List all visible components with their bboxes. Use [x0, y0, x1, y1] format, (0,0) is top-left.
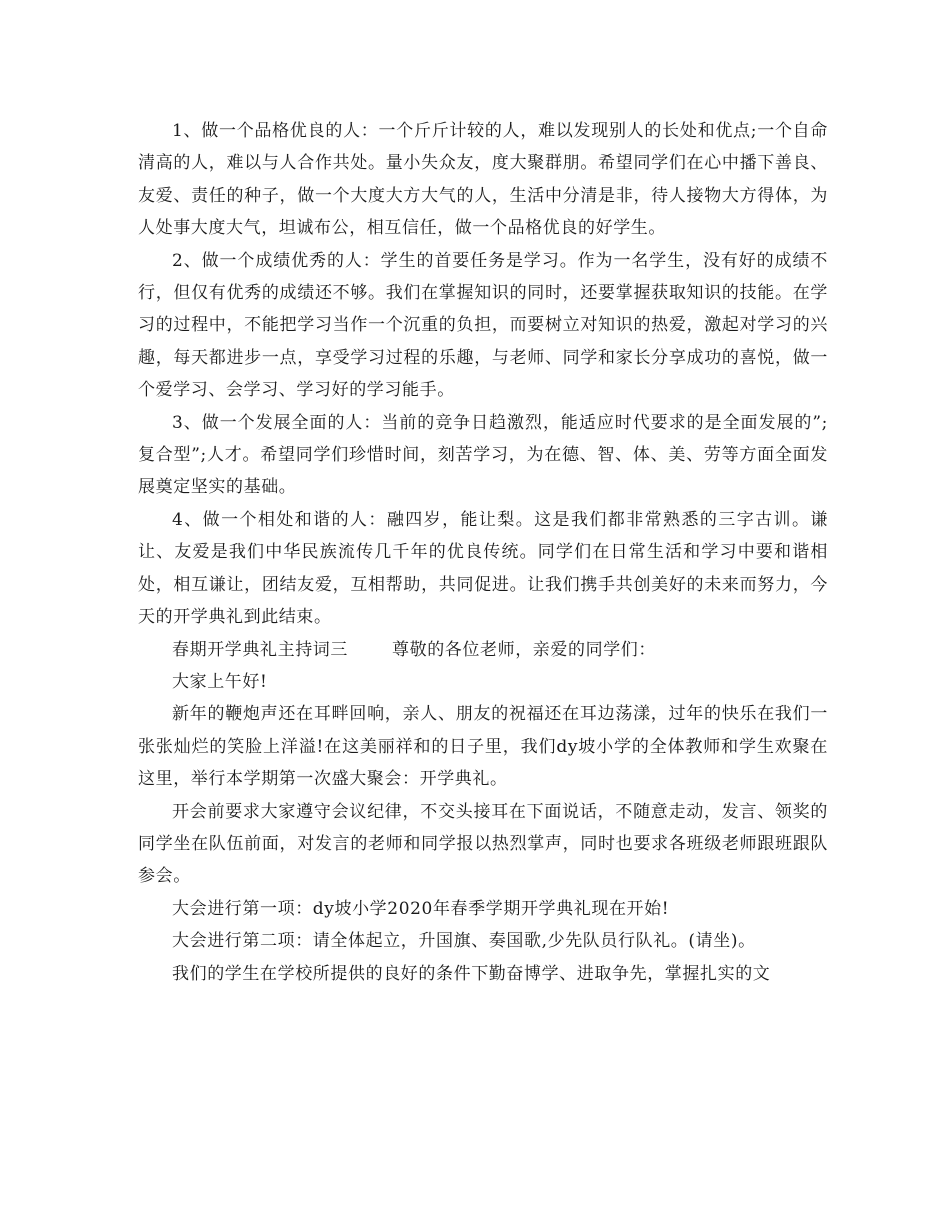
paragraph-10: 大会进行第二项：请全体起立，升国旗、奏国歌,少先队员行队礼。(请坐)。 — [172, 931, 756, 952]
greeting: 尊敬的各位老师，亲爱的同学们： — [392, 639, 656, 660]
paragraph-1: 1、做一个品格优良的人：一个斤斤计较的人，难以发现别人的长处和优点;一个自命清高的人，难以与人合作共处。量小失众友，度大聚群朋。希望同学们在心中播下善良、友爱、责任的种子，做一个大度大方大气的人，生活中分清是非，待人接物大方得体，为人处事大度大气，坦诚布公，相互信任，做一个品格优良的好学生。 — [138, 121, 828, 239]
paragraph-5 — [138, 634, 828, 666]
paragraph-8: 开会前要求大家遵守会议纪律，不交头接耳在下面说话，不随意走动，发言、领奖的同学坐在队伍前面，对发言的老师和同学报以热烈掌声，同时也要求各班级老师跟班跟队参会。 — [138, 801, 828, 887]
paragraph-3: 3、做一个发展全面的人：当前的竞争日趋激烈，能适应时代要求的是全面发展的”;复合型”;人才。希望同学们珍惜时间，刻苦学习，为在德、智、体、美、劳等方面全面发展奠定坚实的基础。 — [138, 412, 828, 498]
paragraph-4: 4、做一个相处和谐的人：融四岁，能让梨。这是我们都非常熟悉的三字古训。谦让、友爱是我们中华民族流传几千年的优良传统。同学们在日常生活和学习中要和谐相处，相互谦让，团结友爱，互相帮助，共同促进。让我们携手共创美好的未来而努力，今天的开学典礼到此结束。 — [138, 509, 828, 628]
paragraph-6: 大家上午好! — [172, 671, 268, 692]
section-title: 春期开学典礼主持词三 — [172, 639, 348, 660]
document-body — [138, 115, 828, 990]
paragraph-11: 我们的学生在学校所提供的良好的条件下勤奋博学、进取争先，掌握扎实的文 — [172, 963, 771, 984]
paragraph-9: 大会进行第一项：dy坡小学2020年春季学期开学典礼现在开始! — [172, 898, 670, 919]
paragraph-7: 新年的鞭炮声还在耳畔回响，亲人、朋友的祝福还在耳边荡漾，过年的快乐在我们一张张灿烂的笑脸上洋溢!在这美丽祥和的日子里，我们dy坡小学的全体教师和学生欢聚在这里，举行本学期第一次盛大聚会：开学典礼。 — [138, 704, 828, 790]
paragraph-2: 2、做一个成绩优秀的人：学生的首要任务是学习。作为一名学生，没有好的成绩不行，但仅有优秀的成绩还不够。我们在掌握知识的同时，还要掌握获取知识的技能。在学习的过程中，不能把学习当作一个沉重的负担，而要树立对知识的热爱，激起对学习的兴趣，每天都进步一点，享受学习过程的乐趣，与老师、同学和家长分享成功的喜悦，做一个爱学习、会学习、学习好的学习能手。 — [138, 250, 828, 401]
